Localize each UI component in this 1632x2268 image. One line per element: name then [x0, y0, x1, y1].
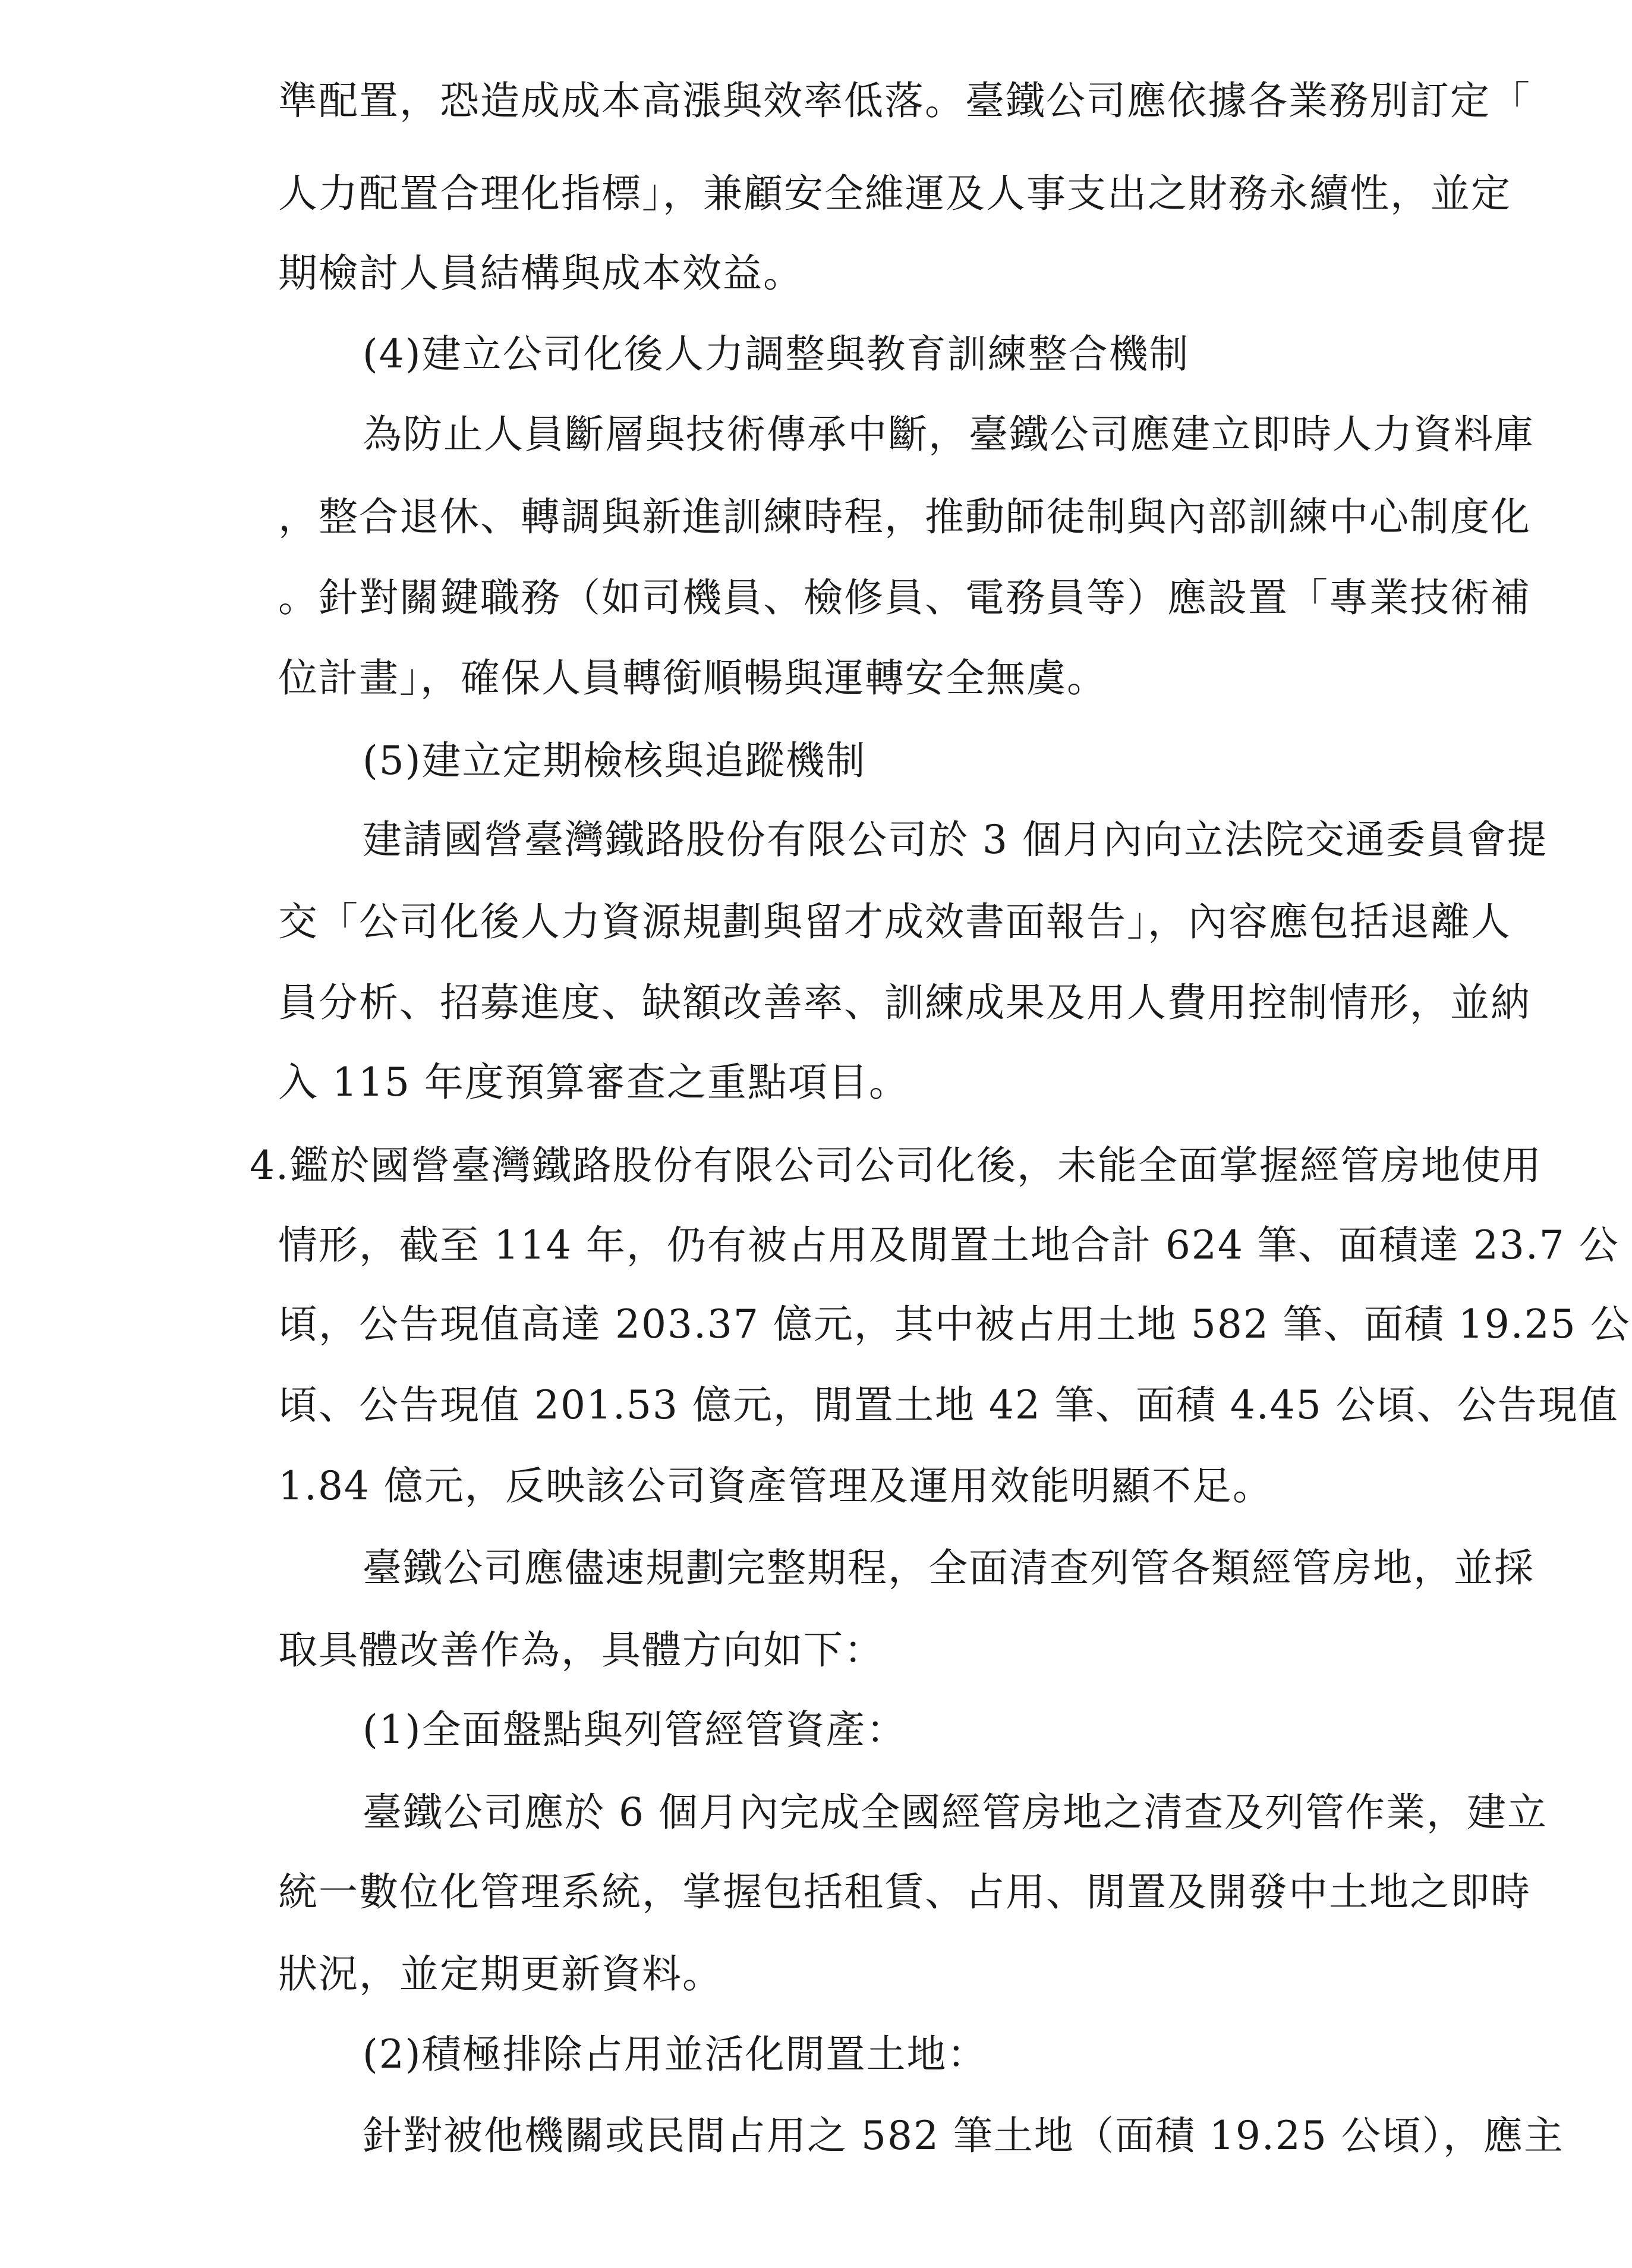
text-line-19: 臺鐵公司應儘速規劃完整期程，全面清查列管各類經管房地，並採 — [363, 1545, 1535, 1591]
text-line-26: 針對被他機關或民間占用之 582 筆土地（面積 19.25 公頃），應主 — [363, 2113, 1564, 2159]
text-line-22: 臺鐵公司應於 6 個月內完成全國經管房地之清查及列管作業，建立 — [363, 1789, 1548, 1835]
heading-2: (2)積極排除占用並活化閒置土地： — [363, 2031, 988, 2077]
item-4: 4.鑑於國營臺灣鐵路股份有限公司公司化後，未能全面掌握經管房地使用 — [250, 1143, 1542, 1188]
text-line-15: 情形，截至 114 年，仍有被占用及閒置土地合計 624 筆、面積達 23.7 公 — [278, 1222, 1620, 1268]
text-line-23: 統一數位化管理系統，掌握包括租賃、占用、閒置及開發中土地之即時 — [278, 1869, 1531, 1915]
heading-1: (1)全面盤點與列管經管資產： — [363, 1707, 907, 1753]
text-line-12: 員分析、招募進度、缺額改善率、訓練成果及用人費用控制情形，並納 — [278, 980, 1531, 1026]
text-line-5: 為防止人員斷層與技術傳承中斷，臺鐵公司應建立即時人力資料庫 — [363, 411, 1535, 457]
text-line-8: 位計畫」，確保人員轉銜順暢與運轉安全無虞。 — [278, 655, 1107, 701]
text-line-24: 狀況，並定期更新資料。 — [278, 1951, 723, 1997]
text-line-10: 建請國營臺灣鐵路股份有限公司於 3 個月內向立法院交通委員會提 — [363, 817, 1548, 863]
text-line-17: 頃、公告現值 201.53 億元，閒置土地 42 筆、面積 4.45 公頃、公告現值 — [278, 1382, 1619, 1428]
text-line-7: 。針對關鍵職務（如司機員、檢修員、電務員等）應設置「專業技術補 — [278, 575, 1531, 621]
text-line-13: 入 115 年度預算審查之重點項目。 — [278, 1059, 909, 1105]
text-line-11: 交「公司化後人力資源規劃與留才成效書面報告」，內容應包括退離人 — [278, 899, 1511, 945]
text-line-2: 人力配置合理化指標」，兼顧安全維運及人事支出之財務永續性，並定 — [278, 171, 1511, 216]
heading-5: (5)建立定期檢核與追蹤機制 — [363, 738, 867, 784]
text-line-20: 取具體改善作為，具體方向如下： — [278, 1627, 884, 1673]
text-line-3: 期檢討人員結構與成本效益。 — [278, 250, 804, 296]
text-line-16: 頃，公告現值高達 203.37 億元，其中被占用土地 582 筆、面積 19.25 公 — [278, 1301, 1631, 1347]
text-line-18: 1.84 億元，反映該公司資產管理及運用效能明顯不足。 — [278, 1463, 1273, 1509]
heading-4: (4)建立公司化後人力調整與教育訓練整合機制 — [363, 331, 1190, 377]
text-line-1: 準配置，恐造成成本高漲與效率低落。臺鐵公司應依據各業務別訂定「 — [278, 78, 1531, 124]
text-line-6: ，整合退休、轉調與新進訓練時程，推動師徒制與內部訓練中心制度化 — [278, 494, 1531, 540]
